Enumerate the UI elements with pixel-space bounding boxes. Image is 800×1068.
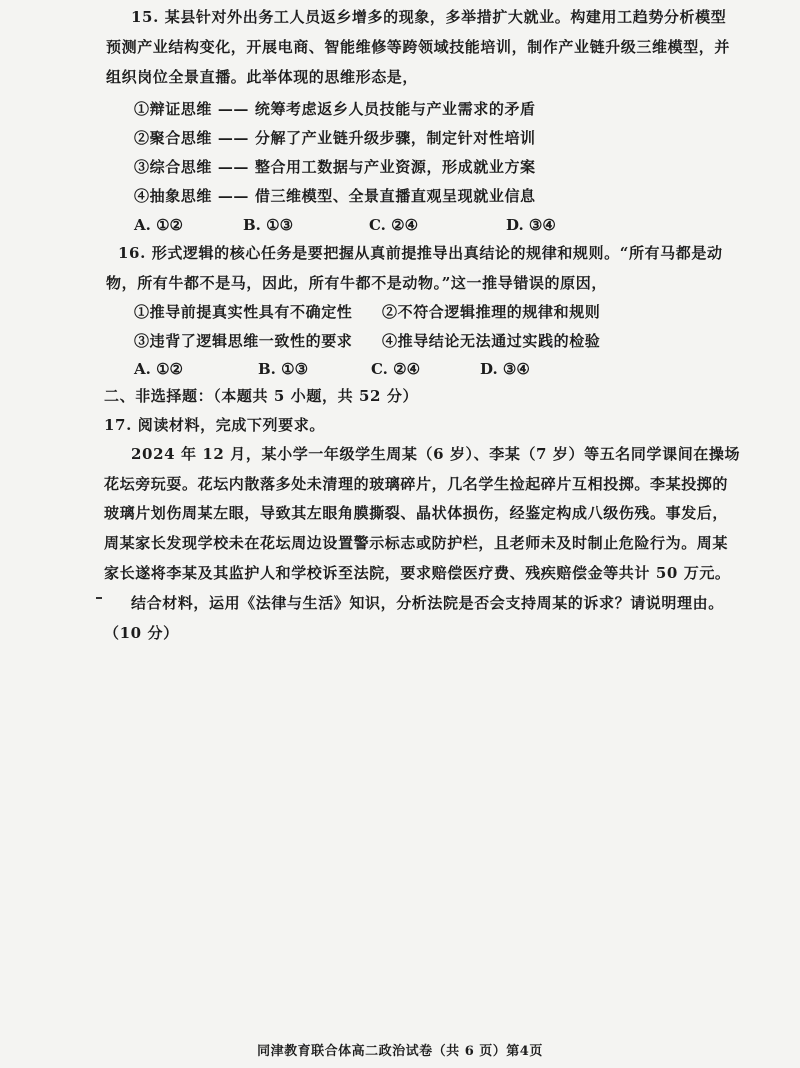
q16-statement-3: ③违背了逻辑思维一致性的要求 <box>134 332 353 350</box>
q16-statement-1: ①推导前提真实性具有不确定性 <box>134 303 353 321</box>
q17-material-line-3: 玻璃片划伤周某左眼，导致其左眼角膜撕裂、晶状体损伤，经鉴定构成八级伤残。事发后， <box>104 504 729 522</box>
q17-material-line-2: 花坛旁玩耍。花坛内散落多处未清理的玻璃碎片，几名学生捡起碎片互相投掷。李某投掷的 <box>104 475 729 493</box>
q17-material-line-4: 周某家长发现学校未在花坛周边设置警示标志或防护栏，且老师未及时制止危险行为。周某 <box>104 534 729 552</box>
q15-stem-line-2: 预测产业结构变化，开展电商、智能维修等跨领域技能培训，制作产业链升级三维模型，并 <box>106 38 731 56</box>
q16-option-d: D. ③④ <box>480 360 530 378</box>
page-footer: 同津教育联合体高二政治试卷（共 6 页）第4页 <box>257 1044 543 1059</box>
q17-title: 17. 阅读材料，完成下列要求。 <box>104 416 325 434</box>
q17-task-line-2: （10 分） <box>104 624 179 642</box>
q17-material-line-5: 家长遂将李某及其监护人和学校诉至法院，要求赔偿医疗费、残疾赔偿金等共计 50 万元。 <box>104 564 731 582</box>
q16-stem-line-2: 物，所有牛都不是马，因此，所有牛都不是动物。”这一推导错误的原因， <box>106 274 607 292</box>
q17-task-line-1: 结合材料，运用《法律与生活》知识，分析法院是否会支持周某的诉求？请说明理由。 <box>131 594 724 612</box>
q16-statement-2: ②不符合逻辑推理的规律和规则 <box>382 303 601 321</box>
q15-statement-3: ③综合思维 —— 整合用工数据与产业资源，形成就业方案 <box>134 158 536 176</box>
section-2-title: 二、非选择题：（本题共 5 小题，共 52 分） <box>104 387 419 405</box>
q15-statement-4: ④抽象思维 —— 借三维模型、全景直播直观呈现就业信息 <box>134 187 536 205</box>
q15-option-a: A. ①② <box>134 216 183 234</box>
q15-option-b: B. ①③ <box>243 216 294 234</box>
q16-option-a: A. ①② <box>134 360 183 378</box>
q16-option-c: C. ②④ <box>371 360 421 378</box>
q16-statement-4: ④推导结论无法通过实践的检验 <box>382 332 601 350</box>
q15-option-c: C. ②④ <box>369 216 419 234</box>
q15-statement-1: ①辩证思维 —— 统筹考虑返乡人员技能与产业需求的矛盾 <box>134 100 536 118</box>
stray-mark <box>96 597 102 599</box>
q17-material-line-1: 2024 年 12 月，某小学一年级学生周某（6 岁）、李某（7 岁）等五名同学课间在操场 <box>131 445 741 463</box>
q15-stem-line-1: 15. 某县针对外出务工人员返乡增多的现象，多举措扩大就业。构建用工趋势分析模型 <box>131 8 727 26</box>
q15-option-d: D. ③④ <box>506 216 556 234</box>
q16-option-b: B. ①③ <box>258 360 309 378</box>
q15-stem-line-3: 组织岗位全景直播。此举体现的思维形态是， <box>106 68 419 86</box>
q15-statement-2: ②聚合思维 —— 分解了产业链升级步骤，制定针对性培训 <box>134 129 536 147</box>
q16-stem-line-1: 16. 形式逻辑的核心任务是要把握从真前提推导出真结论的规律和规则。“所有马都是动 <box>118 244 723 262</box>
